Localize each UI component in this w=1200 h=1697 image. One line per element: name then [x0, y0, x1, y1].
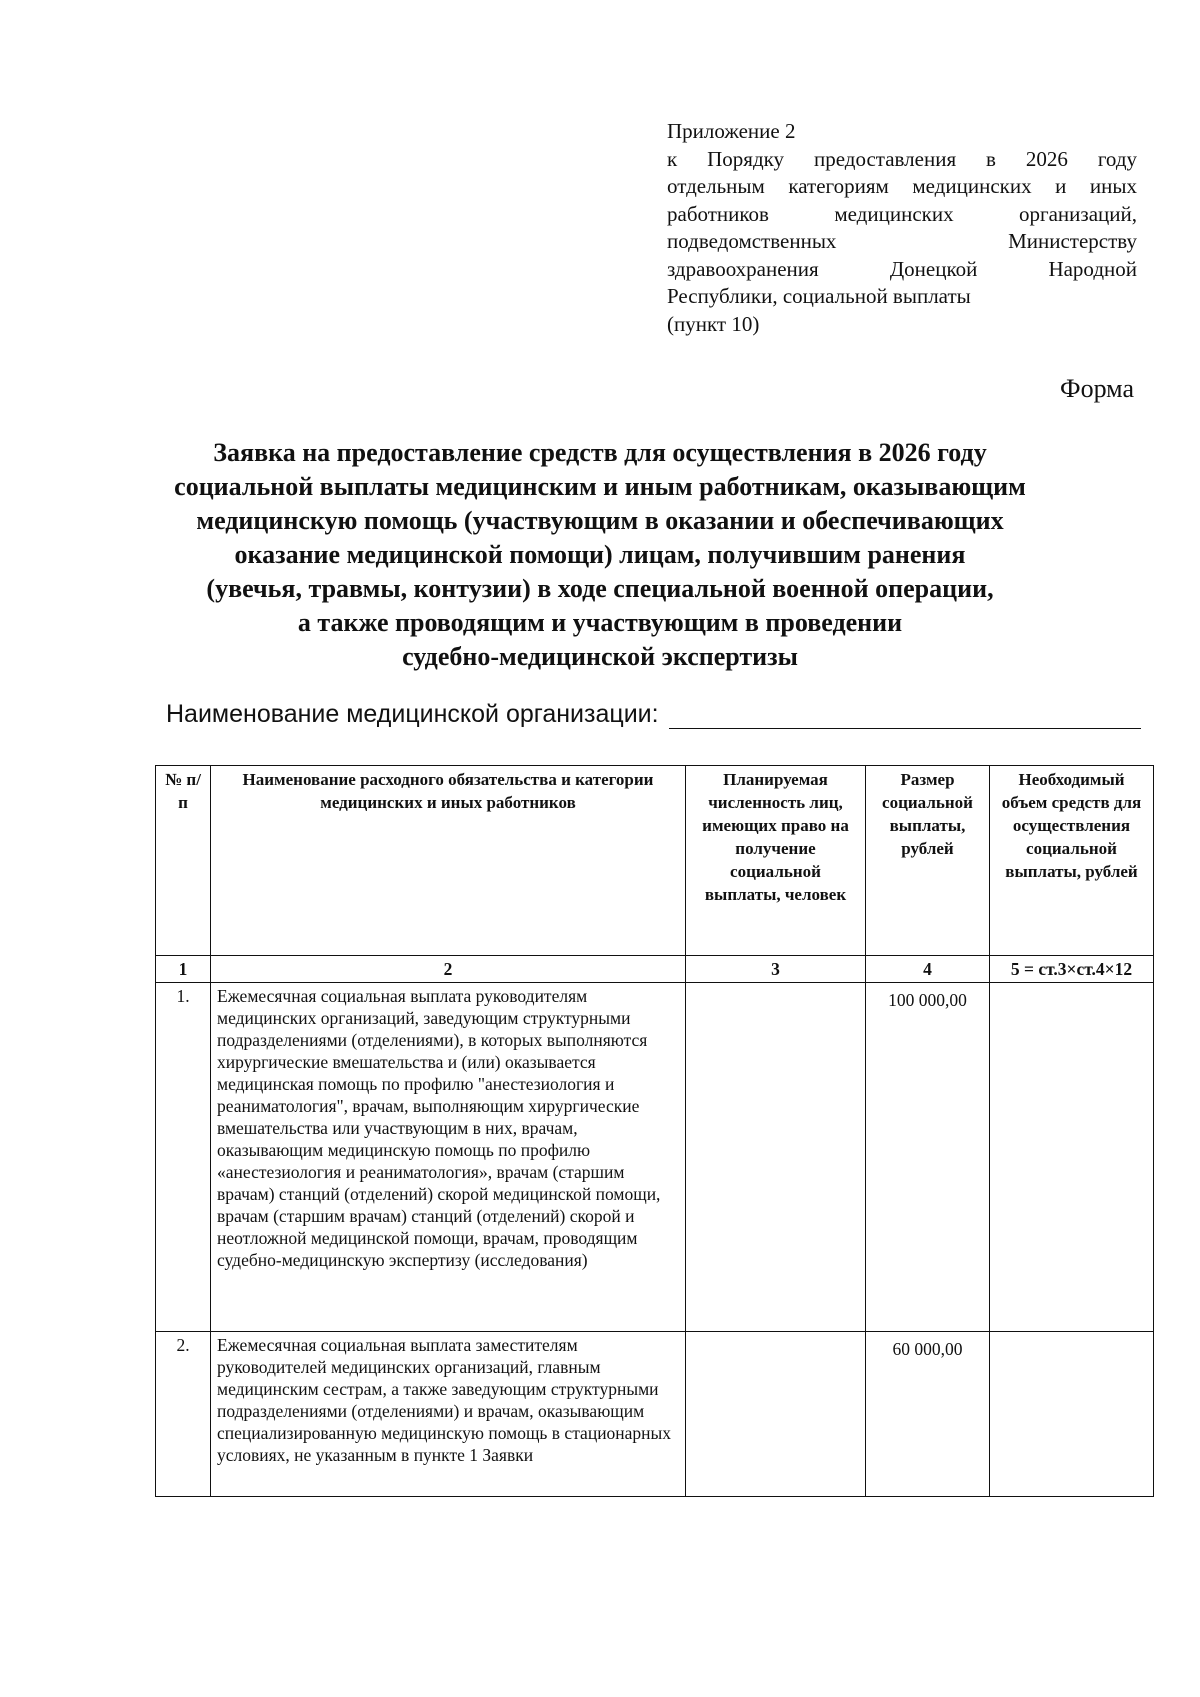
- title-line: медицинскую помощь (участвующим в оказании и обеспечивающих: [196, 506, 1004, 535]
- annex-line: здравоохранения Донецкой Народной: [667, 256, 1137, 281]
- table-header-row: [156, 766, 1154, 956]
- annex-line: работников медицинских организаций,: [667, 201, 1137, 226]
- header-amount: Размер социальной выплаты, рублей: [866, 766, 990, 956]
- header-total: Необходимый объем средств для осуществления социальной выплаты, рублей: [990, 766, 1154, 956]
- header-count: Планируемая численность лиц, имеющих право на получение социальной выплаты, человек: [686, 766, 866, 956]
- row-num: 1.: [156, 983, 211, 1332]
- row-num: 2.: [156, 1332, 211, 1497]
- title-line: социальной выплаты медицинским и иным работникам, оказывающим: [174, 472, 1026, 501]
- row-total-cell[interactable]: [990, 1332, 1154, 1497]
- header-num: № п/п: [156, 766, 211, 956]
- header-name: Наименование расходного обязательства и категории медицинских и иных работников: [211, 766, 686, 956]
- column-number: 4: [866, 956, 990, 983]
- row-total-cell[interactable]: [990, 983, 1154, 1332]
- row-amount: 100 000,00: [866, 983, 990, 1332]
- application-table: [155, 765, 1154, 1497]
- column-number: 2: [211, 956, 686, 983]
- column-numbers-row: [156, 956, 1154, 983]
- column-number: 3: [686, 956, 866, 983]
- org-name-field[interactable]: [669, 704, 1141, 729]
- annex-line: отдельным категориям медицинских и иных: [667, 174, 1137, 198]
- title-line: а также проводящим и участвующим в проведении: [297, 608, 903, 637]
- row-name: Ежемесячная социальная выплата руководителям медицинских организаций, заведующим структурными подразделениями (отделениями), в которых выполняются хирургические вмешательства и (или) оказывается медицинская помощь по профилю "анестезиология и реаниматология", врачам, выполняющим хирургические вмешательства или участвующим в них, врачам, оказывающим медицинскую помощь по профилю «анестезиология и реаниматология», врачам (старшим врачам) станций (отделений) скорой медицинской помощи, врачам (старшим врачам) станций (отделений) скорой и неотложной медицинской помощи, врачам, проводящим судебно-медицинскую экспертизу (исследования): [211, 983, 686, 1332]
- column-number: 5 = ст.3×ст.4×12: [990, 956, 1154, 983]
- table-row: [156, 1332, 1154, 1497]
- form-label: Форма: [1060, 374, 1134, 403]
- org-name-row: [166, 700, 1141, 729]
- title-line: оказание медицинской помощи) лицам, получившим ранения: [234, 540, 966, 569]
- row-name: Ежемесячная социальная выплата заместителям руководителей медицинских организаций, главным медицинским сестрам, а также заведующим структурными подразделениями (отделениями) и врачам, оказывающим специализированную медицинскую помощь в стационарных условиях, не указанным в пункте 1 Заявки: [211, 1332, 686, 1497]
- annex-block: [667, 118, 1137, 338]
- table-row: [156, 983, 1154, 1332]
- annex-line: Республики, социальной выплаты: [667, 284, 971, 308]
- annex-line: (пункт 10): [667, 311, 760, 336]
- row-count-cell[interactable]: [686, 1332, 866, 1497]
- org-name-label: Наименование медицинской организации:: [166, 700, 659, 728]
- row-amount: 60 000,00: [866, 1332, 990, 1497]
- row-count-cell[interactable]: [686, 983, 866, 1332]
- annex-line: подведомственных Министерству: [667, 229, 1137, 253]
- title-line: Заявка на предоставление средств для осуществления в 2026 году: [213, 438, 987, 467]
- column-number: 1: [156, 956, 211, 983]
- document-title: [160, 436, 1040, 674]
- title-line: (увечья, травмы, контузии) в ходе специальной военной операции,: [206, 574, 994, 603]
- title-line: судебно-медицинской экспертизы: [402, 642, 798, 671]
- annex-line: Приложение 2: [667, 119, 796, 143]
- annex-line: к Порядку предоставления в 2026 году: [667, 146, 1137, 171]
